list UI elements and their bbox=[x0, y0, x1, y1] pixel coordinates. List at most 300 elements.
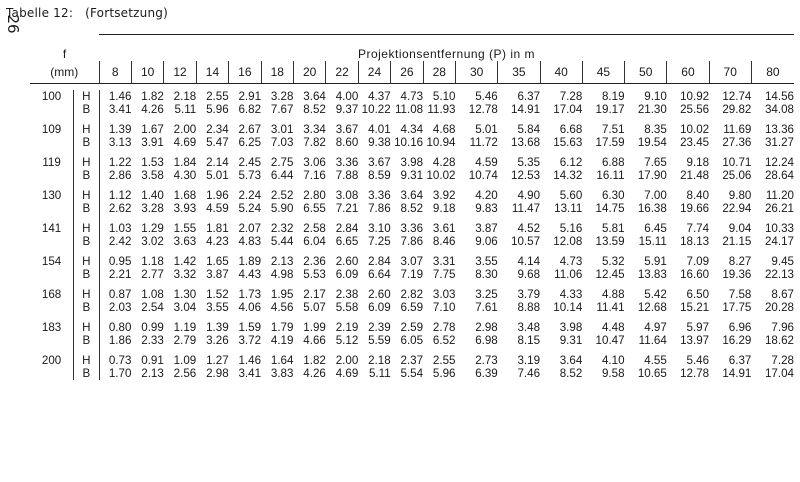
image-width-cell: 10.22 bbox=[361, 103, 391, 116]
image-width-cell: 4.98 bbox=[270, 268, 294, 281]
image-height-cell: 10.71 bbox=[722, 156, 752, 169]
image-height-cell: 9.80 bbox=[728, 189, 752, 202]
table-row bbox=[30, 189, 794, 202]
image-width-cell: 6.59 bbox=[400, 301, 424, 314]
image-width-cell: 5.24 bbox=[238, 202, 262, 215]
image-width-cell: 2.03 bbox=[99, 301, 131, 314]
table-row bbox=[30, 334, 794, 347]
image-width-cell: 6.09 bbox=[368, 301, 391, 314]
image-height-cell: 3.06 bbox=[303, 156, 326, 169]
focal-length-header: f bbox=[62, 47, 67, 61]
image-height-cell: 10.02 bbox=[680, 123, 710, 136]
image-width-cell: 4.19 bbox=[270, 334, 294, 347]
image-width-cell: 3.72 bbox=[238, 334, 262, 347]
image-height-cell: 2.82 bbox=[400, 288, 424, 301]
image-width-cell: 13.11 bbox=[554, 202, 583, 215]
image-height-cell: 14.56 bbox=[764, 90, 794, 103]
image-height-cell: 4.73 bbox=[400, 90, 424, 103]
image-height-cell: 3.19 bbox=[517, 354, 541, 367]
image-height-cell: 4.88 bbox=[601, 288, 625, 301]
image-width-cell: 6.65 bbox=[335, 235, 359, 248]
image-width-cell: 19.66 bbox=[680, 202, 710, 215]
image-height-cell: 2.60 bbox=[335, 255, 359, 268]
image-height-cell: 7.09 bbox=[686, 255, 710, 268]
image-height-cell: 5.35 bbox=[517, 156, 541, 169]
image-height-cell: 4.37 bbox=[368, 90, 391, 103]
height-row-label: H bbox=[74, 123, 99, 136]
image-height-cell: 3.08 bbox=[335, 189, 359, 202]
image-width-cell: 11.64 bbox=[638, 334, 667, 347]
image-height-cell: 3.07 bbox=[400, 255, 424, 268]
image-height-cell: 1.89 bbox=[238, 255, 262, 268]
image-height-cell: 5.10 bbox=[432, 90, 456, 103]
image-width-cell: 12.78 bbox=[680, 367, 710, 380]
image-width-cell: 3.02 bbox=[141, 235, 164, 248]
image-height-cell: 9.45 bbox=[771, 255, 794, 268]
image-height-cell: 3.64 bbox=[400, 189, 424, 202]
image-width-cell: 5.47 bbox=[206, 136, 229, 149]
image-width-cell: 6.64 bbox=[368, 268, 391, 281]
image-height-cell: 3.34 bbox=[303, 123, 326, 136]
image-width-cell: 7.16 bbox=[303, 169, 326, 182]
image-width-cell: 4.69 bbox=[335, 367, 359, 380]
image-width-cell: 6.52 bbox=[432, 334, 456, 347]
image-width-cell: 11.47 bbox=[511, 202, 541, 215]
table-row bbox=[30, 156, 794, 169]
table-row bbox=[30, 235, 794, 248]
image-width-cell: 13.68 bbox=[511, 136, 541, 149]
image-width-cell: 5.12 bbox=[335, 334, 359, 347]
image-height-cell: 4.55 bbox=[644, 354, 667, 367]
image-width-cell: 3.87 bbox=[206, 268, 229, 281]
image-height-cell: 6.96 bbox=[728, 321, 752, 334]
image-width-cell: 6.55 bbox=[303, 202, 326, 215]
image-width-cell: 5.53 bbox=[303, 268, 326, 281]
image-height-cell: 6.88 bbox=[601, 156, 625, 169]
image-width-cell: 8.52 bbox=[400, 202, 424, 215]
image-height-cell: 1.09 bbox=[173, 354, 197, 367]
image-height-cell: 1.65 bbox=[206, 255, 229, 268]
table-row bbox=[30, 288, 794, 301]
image-height-cell: 2.59 bbox=[400, 321, 424, 334]
image-height-cell: 6.37 bbox=[728, 354, 752, 367]
image-width-cell: 7.21 bbox=[335, 202, 359, 215]
image-width-cell: 12.53 bbox=[511, 169, 541, 182]
image-width-cell: 8.30 bbox=[475, 268, 498, 281]
image-width-cell: 10.74 bbox=[468, 169, 498, 182]
image-height-cell: 7.00 bbox=[644, 189, 667, 202]
image-width-cell: 7.61 bbox=[475, 301, 498, 314]
image-height-cell: 2.18 bbox=[368, 354, 391, 367]
image-width-cell: 10.65 bbox=[637, 367, 667, 380]
image-height-cell: 5.84 bbox=[517, 123, 541, 136]
image-height-cell: 2.34 bbox=[206, 123, 229, 136]
image-height-cell: 12.74 bbox=[722, 90, 752, 103]
image-width-cell: 16.60 bbox=[680, 268, 710, 281]
image-width-cell: 9.58 bbox=[601, 367, 625, 380]
image-width-cell: 2.21 bbox=[99, 268, 131, 281]
width-row-label: B bbox=[74, 301, 99, 314]
width-row-label: B bbox=[74, 268, 99, 281]
image-width-cell: 3.41 bbox=[99, 103, 131, 116]
image-width-cell: 7.86 bbox=[368, 202, 391, 215]
image-height-cell: 2.17 bbox=[303, 288, 326, 301]
image-height-cell: 1.27 bbox=[206, 354, 229, 367]
image-height-cell: 2.13 bbox=[270, 255, 294, 268]
image-height-cell: 2.00 bbox=[173, 123, 197, 136]
image-width-cell: 2.13 bbox=[141, 367, 164, 380]
image-width-cell: 9.37 bbox=[335, 103, 359, 116]
image-height-cell: 1.03 bbox=[99, 222, 131, 235]
image-width-cell: 7.10 bbox=[432, 301, 456, 314]
image-height-cell: 1.30 bbox=[173, 288, 197, 301]
distance-header: 10 bbox=[131, 61, 163, 84]
image-height-cell: 5.01 bbox=[475, 123, 498, 136]
image-height-cell: 1.39 bbox=[99, 123, 131, 136]
image-width-cell: 7.03 bbox=[270, 136, 294, 149]
image-height-cell: 2.45 bbox=[238, 156, 262, 169]
image-height-cell: 1.29 bbox=[141, 222, 164, 235]
image-width-cell: 15.21 bbox=[680, 301, 710, 314]
image-height-cell: 4.28 bbox=[432, 156, 456, 169]
image-height-cell: 1.81 bbox=[206, 222, 229, 235]
image-width-cell: 18.62 bbox=[764, 334, 794, 347]
distance-header: 80 bbox=[751, 61, 794, 84]
image-height-cell: 1.42 bbox=[173, 255, 197, 268]
distance-header: 45 bbox=[582, 61, 624, 84]
image-width-cell: 2.56 bbox=[173, 367, 197, 380]
height-row-label: H bbox=[74, 255, 99, 268]
width-row-label: B bbox=[74, 103, 99, 116]
image-width-cell: 6.39 bbox=[475, 367, 498, 380]
image-height-cell: 6.50 bbox=[686, 288, 710, 301]
width-row-label: B bbox=[74, 235, 99, 248]
image-height-cell: 2.75 bbox=[270, 156, 294, 169]
image-height-cell: 3.36 bbox=[335, 156, 359, 169]
image-width-cell: 23.45 bbox=[680, 136, 710, 149]
image-width-cell: 22.94 bbox=[722, 202, 752, 215]
focal-length-value: 130 bbox=[41, 189, 62, 202]
image-height-cell: 8.40 bbox=[686, 189, 710, 202]
image-height-cell: 6.12 bbox=[559, 156, 583, 169]
image-height-cell: 1.22 bbox=[99, 156, 131, 169]
image-width-cell: 7.46 bbox=[517, 367, 541, 380]
image-width-cell: 7.86 bbox=[400, 235, 424, 248]
image-width-cell: 11.93 bbox=[427, 103, 456, 116]
image-width-cell: 5.96 bbox=[432, 367, 456, 380]
image-width-cell: 27.36 bbox=[722, 136, 752, 149]
image-width-cell: 21.30 bbox=[637, 103, 667, 116]
image-width-cell: 14.32 bbox=[553, 169, 583, 182]
image-width-cell: 9.06 bbox=[475, 235, 498, 248]
image-height-cell: 5.81 bbox=[601, 222, 625, 235]
image-height-cell: 0.95 bbox=[99, 255, 131, 268]
image-height-cell: 1.39 bbox=[206, 321, 229, 334]
image-height-cell: 3.61 bbox=[432, 222, 456, 235]
distance-header: 50 bbox=[625, 61, 667, 84]
image-width-cell: 2.77 bbox=[141, 268, 164, 281]
image-height-cell: 3.87 bbox=[475, 222, 498, 235]
image-height-cell: 3.67 bbox=[335, 123, 359, 136]
image-width-cell: 10.47 bbox=[595, 334, 625, 347]
image-height-cell: 9.10 bbox=[644, 90, 667, 103]
table-row bbox=[30, 301, 794, 314]
image-height-cell: 2.55 bbox=[432, 354, 456, 367]
distance-header: 26 bbox=[391, 61, 423, 84]
image-height-cell: 3.55 bbox=[475, 255, 498, 268]
image-width-cell: 8.60 bbox=[335, 136, 359, 149]
table-row bbox=[30, 90, 794, 103]
image-width-cell: 4.26 bbox=[141, 103, 164, 116]
image-width-cell: 5.73 bbox=[238, 169, 262, 182]
width-row-label: B bbox=[74, 202, 99, 215]
image-width-cell: 4.43 bbox=[238, 268, 262, 281]
focal-length-unit: (mm) bbox=[30, 61, 99, 84]
image-width-cell: 8.59 bbox=[368, 169, 391, 182]
height-row-label: H bbox=[74, 354, 99, 367]
image-height-cell: 8.27 bbox=[728, 255, 752, 268]
projection-distance-header: Projektionsentfernung (P) in m bbox=[99, 35, 794, 62]
image-width-cell: 29.82 bbox=[722, 103, 752, 116]
image-width-cell: 20.28 bbox=[764, 301, 794, 314]
image-height-cell: 1.59 bbox=[238, 321, 262, 334]
focal-length-value: 141 bbox=[41, 222, 62, 235]
image-height-cell: 1.95 bbox=[270, 288, 294, 301]
table-row bbox=[30, 354, 794, 367]
distance-header: 30 bbox=[456, 61, 498, 84]
image-width-cell: 2.33 bbox=[141, 334, 164, 347]
image-width-cell: 8.88 bbox=[517, 301, 541, 314]
image-height-cell: 4.20 bbox=[475, 189, 498, 202]
image-width-cell: 11.08 bbox=[394, 103, 424, 116]
image-width-cell: 26.21 bbox=[764, 202, 794, 215]
image-height-cell: 5.60 bbox=[559, 189, 583, 202]
image-height-cell: 2.84 bbox=[335, 222, 359, 235]
image-height-cell: 1.46 bbox=[238, 354, 262, 367]
image-width-cell: 7.75 bbox=[432, 268, 456, 281]
table-row bbox=[30, 123, 794, 136]
image-height-cell: 5.46 bbox=[475, 90, 498, 103]
image-width-cell: 24.17 bbox=[764, 235, 794, 248]
image-width-cell: 14.91 bbox=[722, 367, 752, 380]
image-width-cell: 14.75 bbox=[595, 202, 625, 215]
image-height-cell: 1.67 bbox=[141, 123, 164, 136]
table-caption bbox=[6, 6, 168, 20]
table-body bbox=[30, 84, 794, 381]
image-height-cell: 1.52 bbox=[206, 288, 229, 301]
image-width-cell: 5.01 bbox=[206, 169, 229, 182]
image-height-cell: 4.59 bbox=[475, 156, 498, 169]
image-width-cell: 10.57 bbox=[511, 235, 541, 248]
image-width-cell: 3.26 bbox=[206, 334, 229, 347]
height-row-label: H bbox=[74, 189, 99, 202]
focal-length-value: 154 bbox=[41, 255, 62, 268]
image-width-cell: 11.06 bbox=[554, 268, 583, 281]
image-width-cell: 3.32 bbox=[173, 268, 197, 281]
image-width-cell: 4.30 bbox=[173, 169, 197, 182]
focal-length-value: 119 bbox=[42, 156, 61, 169]
image-height-cell: 1.08 bbox=[141, 288, 164, 301]
focal-length-value: 200 bbox=[41, 354, 62, 367]
image-height-cell: 3.36 bbox=[400, 222, 424, 235]
image-height-cell: 1.53 bbox=[141, 156, 164, 169]
focal-length-value: 100 bbox=[41, 90, 62, 103]
image-height-cell: 4.68 bbox=[432, 123, 456, 136]
projection-table bbox=[30, 34, 794, 380]
image-height-cell: 2.14 bbox=[206, 156, 229, 169]
image-width-cell: 5.54 bbox=[400, 367, 424, 380]
table-caption-note: (Fortsetzung) bbox=[85, 6, 168, 20]
image-width-cell: 17.59 bbox=[595, 136, 625, 149]
distance-header: 12 bbox=[164, 61, 196, 84]
image-width-cell: 10.02 bbox=[426, 169, 456, 182]
table-row bbox=[30, 103, 794, 116]
image-height-cell: 2.67 bbox=[238, 123, 262, 136]
image-height-cell: 4.73 bbox=[559, 255, 583, 268]
image-width-cell: 11.41 bbox=[596, 301, 625, 314]
distance-header: 28 bbox=[423, 61, 455, 84]
image-width-cell: 3.91 bbox=[141, 136, 164, 149]
distance-header: 24 bbox=[358, 61, 390, 84]
image-width-cell: 16.29 bbox=[722, 334, 752, 347]
image-height-cell: 5.97 bbox=[686, 321, 710, 334]
table-row bbox=[30, 321, 794, 334]
image-height-cell: 5.46 bbox=[686, 354, 710, 367]
distance-header: 40 bbox=[540, 61, 582, 84]
width-row-label: B bbox=[74, 367, 99, 380]
image-width-cell: 12.78 bbox=[468, 103, 498, 116]
distance-header: 14 bbox=[196, 61, 228, 84]
image-width-cell: 16.11 bbox=[596, 169, 625, 182]
image-height-cell: 2.39 bbox=[368, 321, 391, 334]
height-row-label: H bbox=[74, 90, 99, 103]
image-height-cell: 2.80 bbox=[303, 189, 326, 202]
table-row bbox=[30, 136, 794, 149]
table-row bbox=[30, 202, 794, 215]
image-height-cell: 2.55 bbox=[206, 90, 229, 103]
image-height-cell: 0.87 bbox=[99, 288, 131, 301]
image-width-cell: 2.42 bbox=[99, 235, 131, 248]
height-row-label: H bbox=[74, 288, 99, 301]
image-width-cell: 2.86 bbox=[99, 169, 131, 182]
image-height-cell: 3.03 bbox=[432, 288, 456, 301]
image-width-cell: 9.68 bbox=[517, 268, 541, 281]
image-height-cell: 4.01 bbox=[368, 123, 391, 136]
image-height-cell: 3.98 bbox=[400, 156, 424, 169]
image-width-cell: 6.05 bbox=[400, 334, 424, 347]
image-width-cell: 17.90 bbox=[637, 169, 667, 182]
image-width-cell: 25.56 bbox=[680, 103, 710, 116]
image-height-cell: 0.99 bbox=[141, 321, 164, 334]
image-width-cell: 4.23 bbox=[206, 235, 229, 248]
image-height-cell: 5.32 bbox=[601, 255, 625, 268]
image-width-cell: 4.06 bbox=[238, 301, 262, 314]
image-height-cell: 13.36 bbox=[764, 123, 794, 136]
image-height-cell: 4.97 bbox=[644, 321, 667, 334]
image-width-cell: 13.59 bbox=[595, 235, 625, 248]
image-width-cell: 13.97 bbox=[680, 334, 710, 347]
image-width-cell: 19.17 bbox=[595, 103, 625, 116]
image-width-cell: 8.52 bbox=[303, 103, 326, 116]
table-caption-label: Tabelle 12: bbox=[6, 6, 74, 20]
image-height-cell: 5.91 bbox=[644, 255, 667, 268]
image-width-cell: 9.38 bbox=[368, 136, 391, 149]
image-height-cell: 4.00 bbox=[335, 90, 359, 103]
image-height-cell: 7.28 bbox=[771, 354, 794, 367]
image-height-cell: 4.14 bbox=[517, 255, 541, 268]
image-width-cell: 4.26 bbox=[303, 367, 326, 380]
image-width-cell: 9.18 bbox=[432, 202, 456, 215]
image-height-cell: 7.58 bbox=[728, 288, 752, 301]
image-height-cell: 7.65 bbox=[644, 156, 667, 169]
image-width-cell: 19.54 bbox=[637, 136, 667, 149]
image-height-cell: 5.42 bbox=[644, 288, 667, 301]
image-height-cell: 5.16 bbox=[559, 222, 583, 235]
image-height-cell: 1.99 bbox=[303, 321, 326, 334]
image-width-cell: 3.28 bbox=[141, 202, 164, 215]
image-width-cell: 12.45 bbox=[595, 268, 625, 281]
image-width-cell: 13.83 bbox=[637, 268, 667, 281]
image-width-cell: 31.27 bbox=[764, 136, 794, 149]
image-width-cell: 21.15 bbox=[722, 235, 752, 248]
image-width-cell: 16.38 bbox=[637, 202, 667, 215]
image-height-cell: 1.82 bbox=[303, 354, 326, 367]
table-row bbox=[30, 222, 794, 235]
image-height-cell: 6.68 bbox=[559, 123, 583, 136]
image-height-cell: 2.73 bbox=[475, 354, 498, 367]
image-height-cell: 11.69 bbox=[723, 123, 752, 136]
image-width-cell: 1.70 bbox=[99, 367, 131, 380]
distance-header: 20 bbox=[293, 61, 325, 84]
focal-length-value: 168 bbox=[41, 288, 62, 301]
image-width-cell: 4.83 bbox=[238, 235, 262, 248]
image-width-cell: 2.54 bbox=[141, 301, 164, 314]
distance-header: 16 bbox=[229, 61, 261, 84]
image-height-cell: 7.51 bbox=[601, 123, 625, 136]
image-height-cell: 4.33 bbox=[559, 288, 583, 301]
image-height-cell: 2.36 bbox=[303, 255, 326, 268]
image-width-cell: 6.82 bbox=[238, 103, 262, 116]
image-width-cell: 7.88 bbox=[335, 169, 359, 182]
image-height-cell: 1.46 bbox=[99, 90, 131, 103]
image-width-cell: 10.94 bbox=[426, 136, 456, 149]
image-width-cell: 3.93 bbox=[173, 202, 197, 215]
image-height-cell: 11.20 bbox=[765, 189, 794, 202]
image-width-cell: 6.09 bbox=[335, 268, 359, 281]
image-height-cell: 2.38 bbox=[335, 288, 359, 301]
image-width-cell: 2.62 bbox=[99, 202, 131, 215]
image-height-cell: 3.01 bbox=[270, 123, 294, 136]
image-height-cell: 3.92 bbox=[432, 189, 456, 202]
image-height-cell: 8.19 bbox=[601, 90, 625, 103]
height-row-label: H bbox=[74, 156, 99, 169]
image-height-cell: 6.30 bbox=[601, 189, 625, 202]
image-width-cell: 7.25 bbox=[368, 235, 391, 248]
image-width-cell: 6.04 bbox=[303, 235, 326, 248]
image-width-cell: 12.68 bbox=[637, 301, 667, 314]
image-height-cell: 1.79 bbox=[270, 321, 294, 334]
image-width-cell: 17.04 bbox=[764, 367, 794, 380]
image-width-cell: 10.14 bbox=[553, 301, 583, 314]
distance-header: 8 bbox=[99, 61, 131, 84]
image-width-cell: 14.91 bbox=[511, 103, 541, 116]
image-width-cell: 28.64 bbox=[764, 169, 794, 182]
image-width-cell: 4.59 bbox=[206, 202, 229, 215]
image-height-cell: 1.82 bbox=[141, 90, 164, 103]
width-row-label: B bbox=[74, 169, 99, 182]
image-height-cell: 2.91 bbox=[238, 90, 262, 103]
image-height-cell: 4.10 bbox=[601, 354, 625, 367]
